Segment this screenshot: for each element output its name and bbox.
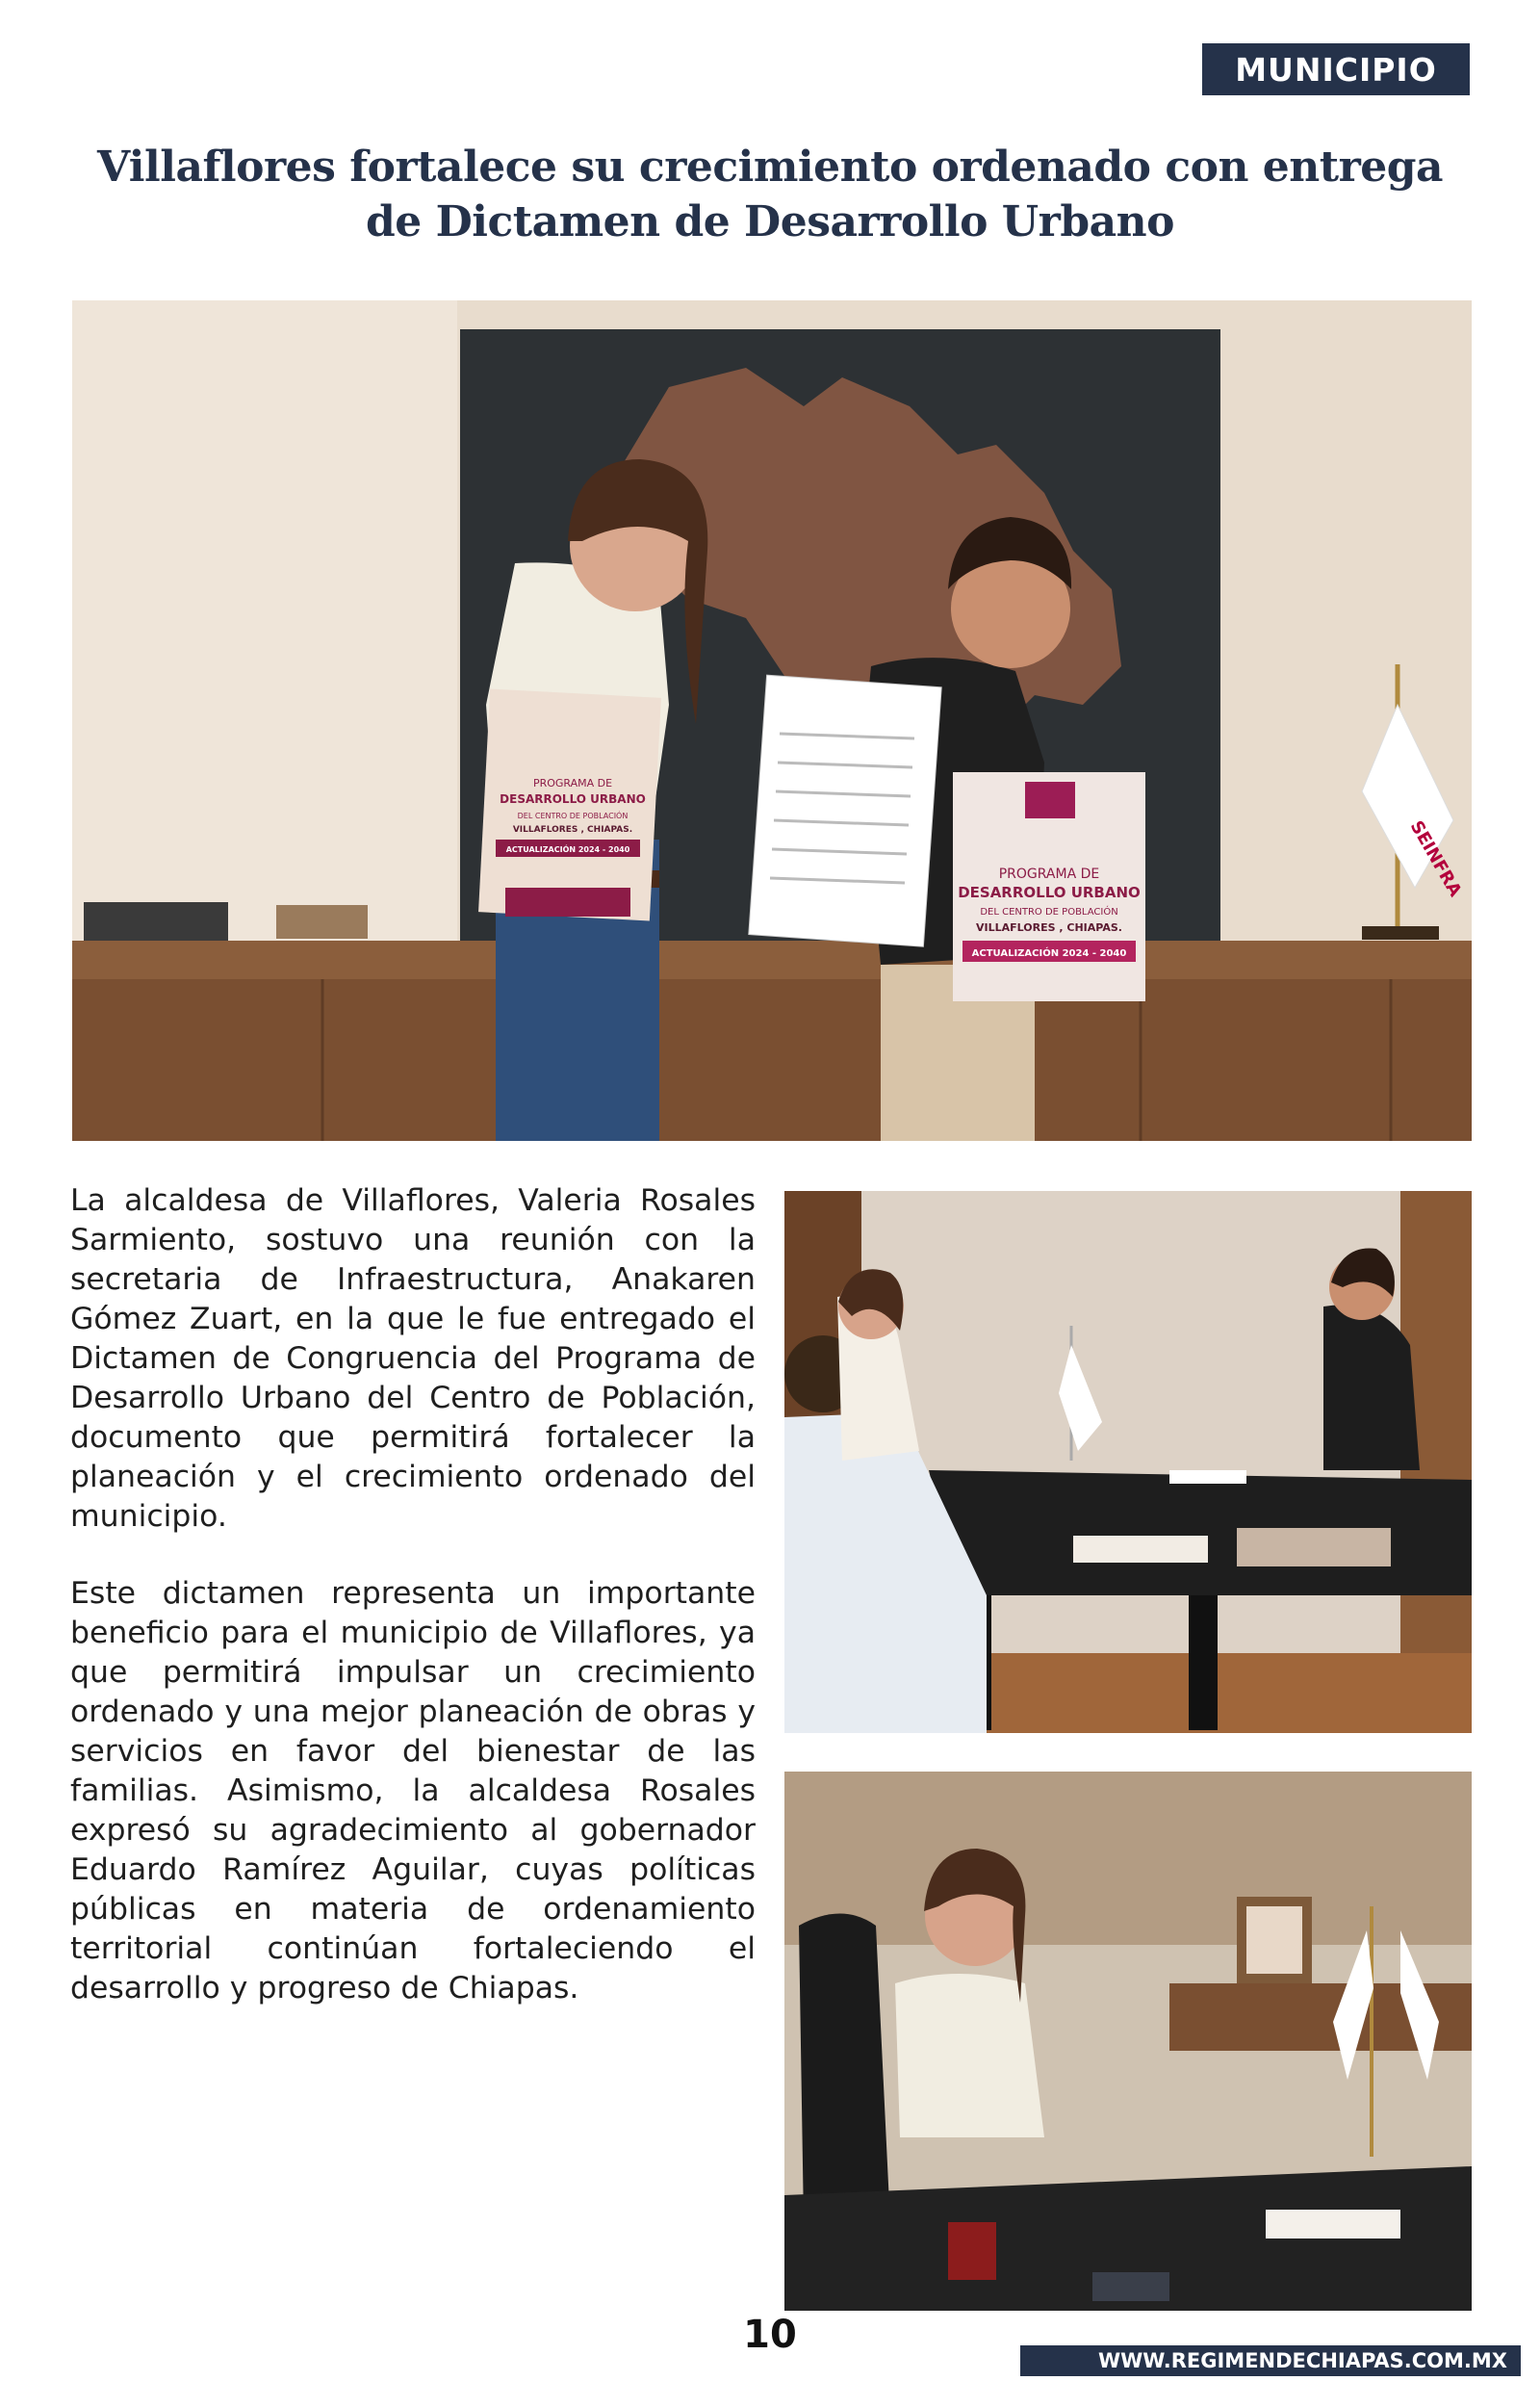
svg-text:DEL CENTRO DE POBLACIÓN: DEL CENTRO DE POBLACIÓN [517,812,629,820]
book-right [953,772,1145,1001]
svg-text:VILLAFLORES , CHIAPAS.: VILLAFLORES , CHIAPAS. [512,825,633,835]
svg-text:PROGRAMA DE: PROGRAMA DE [532,777,613,789]
page-number: 10 [743,2313,797,2357]
article-body [70,1181,756,2046]
flag-label: SEINFRA [1405,817,1466,900]
paragraph-1: La alcaldesa de Villaflores, Valeria Rosales Sarmiento, sostuvo una reunión con la secretaria de Infraestructura, Anakaren Gómez Zuart, en la que le fue entregado el Dictamen de Congruencia del Programa de Desarrollo Urbano del Centro de Población, documento que permitirá fortalecer la planeación y el crecimiento ordenado del municipio. [70,1183,756,1534]
nameplate [84,902,228,941]
svg-text:VILLAFLORES , CHIAPAS.: VILLAFLORES , CHIAPAS. [976,921,1122,934]
svg-text:DESARROLLO URBANO: DESARROLLO URBANO [500,792,646,806]
wooden-box [276,905,368,939]
svg-text:ACTUALIZACIÓN 2024 - 2040: ACTUALIZACIÓN 2024 - 2040 [971,948,1127,959]
section-tag: MUNICIPIO [1202,43,1470,95]
meeting-photo [784,1191,1472,1733]
book-left [478,689,661,921]
headline: Villaflores fortalece su crecimiento ordenado con entrega de Dictamen de Desarrollo Urbano [96,142,1444,246]
mayor-photo [784,1772,1472,2311]
footer-website-bar [1020,2345,1521,2376]
svg-text:DESARROLLO URBANO: DESARROLLO URBANO [958,884,1141,901]
main-photo [72,300,1472,1141]
svg-text:DEL CENTRO DE POBLACIÓN: DEL CENTRO DE POBLACIÓN [980,907,1118,918]
svg-text:PROGRAMA DE: PROGRAMA DE [998,867,1100,882]
dictamen-document [749,675,941,946]
website-url[interactable]: WWW.REGIMENDECHIAPAS.COM.MX [1097,2349,1507,2372]
paragraph-2: Este dictamen representa un importante beneficio para el municipio de Villaflores, ya que permitirá impulsar un crecimiento ordenado y una mejor planeación de obras y servicios en favor del bienestar de las familias. Asimismo, la alcaldesa Rosales expresó su agradecimiento al gobernador Eduardo Ramírez Aguilar, cuyas políticas públicas en materia de ordenamiento territorial continúan fortaleciendo el desarrollo y progreso de Chiapas. [70,1576,756,2006]
svg-text:ACTUALIZACIÓN 2024 - 2040: ACTUALIZACIÓN 2024 - 2040 [505,845,630,854]
